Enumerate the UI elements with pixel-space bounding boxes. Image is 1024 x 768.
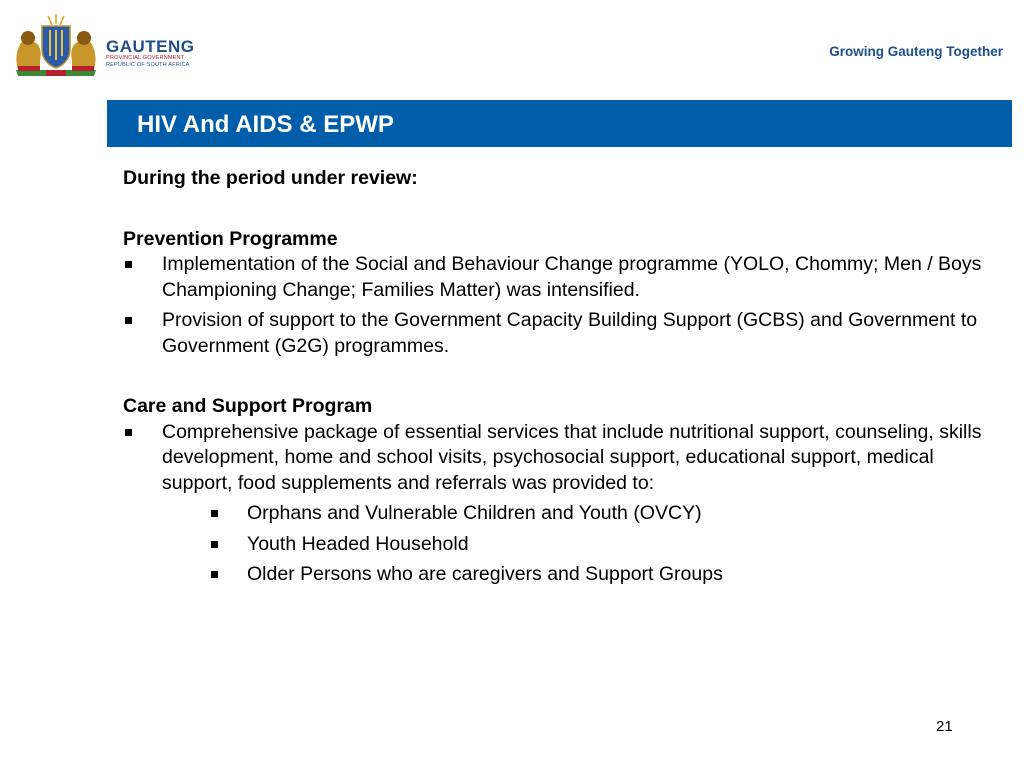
square-bullet-icon xyxy=(211,510,218,517)
list-item-text: Implementation of the Social and Behaviour Change programme (YOLO, Chommy; Men / Boys Championing Change; Families Matter) was intensified. xyxy=(162,253,982,301)
brand-logo xyxy=(106,38,195,69)
brand-subtitle-1: PROVINCIAL GOVERNMENT xyxy=(106,55,185,61)
list-item-text: Provision of support to the Government Capacity Building Support (GCBS) and Government to Government (G2G) programmes. xyxy=(162,309,978,357)
slide-body xyxy=(123,166,1003,593)
brand-name: GAUTENG xyxy=(106,37,195,56)
list-item xyxy=(123,252,1003,303)
section-heading-prevention: Prevention Programme xyxy=(123,227,338,250)
section-heading-care-support: Care and Support Program xyxy=(123,395,373,417)
title-bar xyxy=(107,100,1012,147)
sub-list xyxy=(123,501,1003,588)
coat-of-arms-icon xyxy=(10,12,102,78)
sub-list-item-text: Orphans and Vulnerable Children and Youth (OVCY) xyxy=(247,502,702,524)
intro-text: During the period under review: xyxy=(123,167,418,189)
list-item xyxy=(123,420,1003,497)
sub-list-item xyxy=(123,501,1003,527)
slide-title: HIV And AIDS & EPWP xyxy=(137,111,394,138)
square-bullet-icon xyxy=(211,541,218,548)
square-bullet-icon xyxy=(125,261,132,268)
tagline: Growing Gauteng Together xyxy=(829,44,1003,59)
sub-list-item-text: Youth Headed Household xyxy=(247,532,469,555)
square-bullet-icon xyxy=(211,571,218,578)
sub-list-item-text: Older Persons who are caregivers and Support Groups xyxy=(247,563,723,585)
page-number: 21 xyxy=(936,718,953,735)
list-item-text: Comprehensive package of essential services that include nutritional support, counseling, skills development, home and school visits, psychosocial support, educational support, medical support, food supplements and referrals was provided to: xyxy=(162,420,982,494)
sub-list-item xyxy=(123,532,1003,558)
list-item xyxy=(123,308,1003,359)
square-bullet-icon xyxy=(125,317,132,324)
header xyxy=(0,0,1024,90)
square-bullet-icon xyxy=(125,429,132,436)
brand-subtitle-2: REPUBLIC OF SOUTH AFRICA xyxy=(106,62,190,68)
sub-list-item xyxy=(123,562,1003,588)
